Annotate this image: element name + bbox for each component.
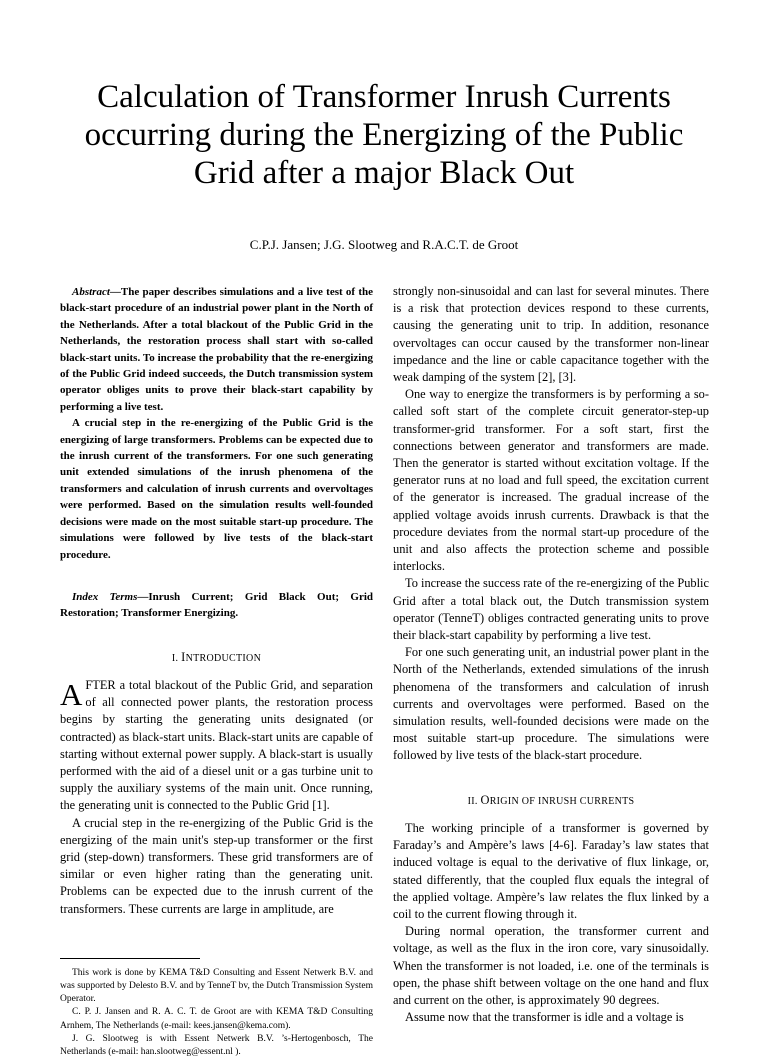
body-paragraph-4: For one such generating unit, an industrial power plant in the North of the Netherlands, extended simulations of the inrush phenomena of the transformers and calculation of inrush currents and overvoltages were performed. Based on the simulation results, well-founded decisions were made on the most suitable start-up procedure. The simulations were followed by live tests of the black-start procedure. (393, 645, 709, 763)
footnote-divider (60, 958, 200, 959)
section-initial: O (480, 792, 490, 807)
section-initial: I (181, 649, 186, 664)
right-column (393, 283, 709, 1026)
intro-paragraph-1 (60, 677, 373, 815)
index-terms-dash: — (137, 590, 149, 603)
body-paragraph-1: strongly non-sinusoidal and can last for several minutes. There is a risk that protection devices respond to these currents, causing the generating unit to trip. In addition, resonance overvoltages can occur caused by the transformer non-linear impedance and the line or cable capacitance together with the weak damping of the system [2], [3]. (393, 284, 709, 385)
abstract-dash: — (109, 286, 121, 298)
intro-text-1: FTER a total blackout of the Public Grid, and separation of all connected power plants, the restoration process begins by starting the generating units designated (or contracted) as black-start units. Black-start units are capable of starting without external power supply. A black-start is usually performed with the aid of a diesel unit or a gas turbine unit to supply the auxiliary systems of the main unit. Once running, the generating unit is connected to the Public Grid [1]. (60, 677, 373, 813)
abstract-paragraph-1 (60, 284, 373, 415)
abstract-label: Abstract (72, 286, 110, 298)
footnotes (60, 967, 373, 1059)
footnote-funding: This work is done by KEMA T&D Consulting and Essent Netwerk B.V. and was supported by Delesto B.V. and by TenneT bv, the Dutch Transmission System Operator. (60, 967, 373, 1005)
section-number: II. (467, 795, 478, 807)
section-heading-origin (393, 792, 709, 810)
section-heading-introduction (60, 649, 373, 667)
drop-cap: A (60, 676, 83, 712)
left-column (60, 284, 373, 1059)
index-terms (60, 589, 373, 622)
index-terms-label: Index Terms (72, 590, 138, 603)
footnote-affiliation-1: C. P. J. Jansen and R. A. C. T. de Groot are with KEMA T&D Consulting Arnhem, The Netherlands (e-mail: kees.jansen@kema.com). (60, 1007, 373, 1031)
abstract (60, 284, 373, 563)
index-terms-text: Inrush Current; Grid Black Out; Grid Restoration; Transformer Energizing. (60, 590, 373, 620)
intro-paragraph-2: A crucial step in the re-energizing of the Public Grid is the energizing of the main unit's step-up transformer or the first grid (step-down) transformers. These grid transformers are of similar or even higher rating than the generating unit. Problems can be expected due to the inrush current of the transformers. These currents are large in amplitude, are (60, 815, 373, 916)
section-number: I. (171, 652, 179, 664)
body-paragraph-7: Assume now that the transformer is idle and a voltage is (405, 1010, 684, 1025)
body-paragraph-5: The working principle of a transformer is governed by Faraday’s and Ampère’s laws [4-6]. Faraday’s law states that induced voltage is equal to the derivative of flux linkage, or, stated differently, that the coupled flux equals the integral of the applied voltage. Ampère’s law relates the flux linked by a coil to the current flowing through it. (393, 820, 709, 921)
author-list: C.P.J. Jansen; J.G. Slootweg and R.A.C.T. de Groot (249, 237, 519, 252)
abstract-text-1: The paper describes simulations and a live test of the black-start procedure of an industrial power plant in the North of the Netherlands. After a total blackout of the Public Grid in the Netherlands, the restoration process shall start with so-called black-start units. To increase the probability that the re-energizing of the Public Grid indeed succeeds, the Dutch transmission system operator obliges units to prove their black-start capability by performing a live test. (60, 286, 373, 413)
body-paragraph-6: During normal operation, the transformer current and voltage, as well as the flux in the iron core, vary sinusoidally. When the transformer is not loaded, i.e. one of the terminals is open, the phase shift between voltage on the one hand and flux and current on the other, is approximately 90 degrees. (393, 924, 709, 1007)
paper-title: Calculation of Transformer Inrush Currents occurring during the Energizing of the Public Grid after a major Black Out (84, 79, 684, 191)
abstract-paragraph-2: A crucial step in the re-energizing of the Public Grid is the energizing of large transformers. Problems can be expected due to the inrush current of the transformers. For one such generating unit extended simulations of the inrush phenomena of the transformers and calculation of inrush currents and overvoltages were performed. Based on the simulation results well-founded decisions were made on the most suitable start-up procedure. The simulations were followed by live tests of the black-start procedure. (60, 417, 373, 561)
body-paragraph-3: To increase the success rate of the re-energizing of the Public Grid after a total black out, the Dutch transmission system operator (TenneT) obliges contracted generating units to prove their black-start capability by performing a live test. (393, 576, 709, 643)
footnote-affiliation-2: J. G. Slootweg is with Essent Netwerk B.V. ’s-Hertogenbosch, The Netherlands (e-mail: han.slootweg@essent.nl ). (60, 1033, 373, 1057)
body-paragraph-2: One way to energize the transformers is by performing a so-called soft start of the complete circuit generator-step-up transformer-grid transformer. For a soft start, first the connections between generator and transformers are made. Then the generator is started without excitation voltage. If the generator runs at no load and full speed, the excitation current of the generator is increased. The gradual increase of the applied voltage avoids inrush currents. Drawback is that the procedure deviates from the normal start-up procedure of the unit and also affects the protection scheme and possible interlocks. (393, 387, 709, 574)
section-title-rest: NTRODUCTION (185, 652, 262, 664)
section-title-rest: RIGIN OF INRUSH CURRENTS (489, 795, 635, 807)
